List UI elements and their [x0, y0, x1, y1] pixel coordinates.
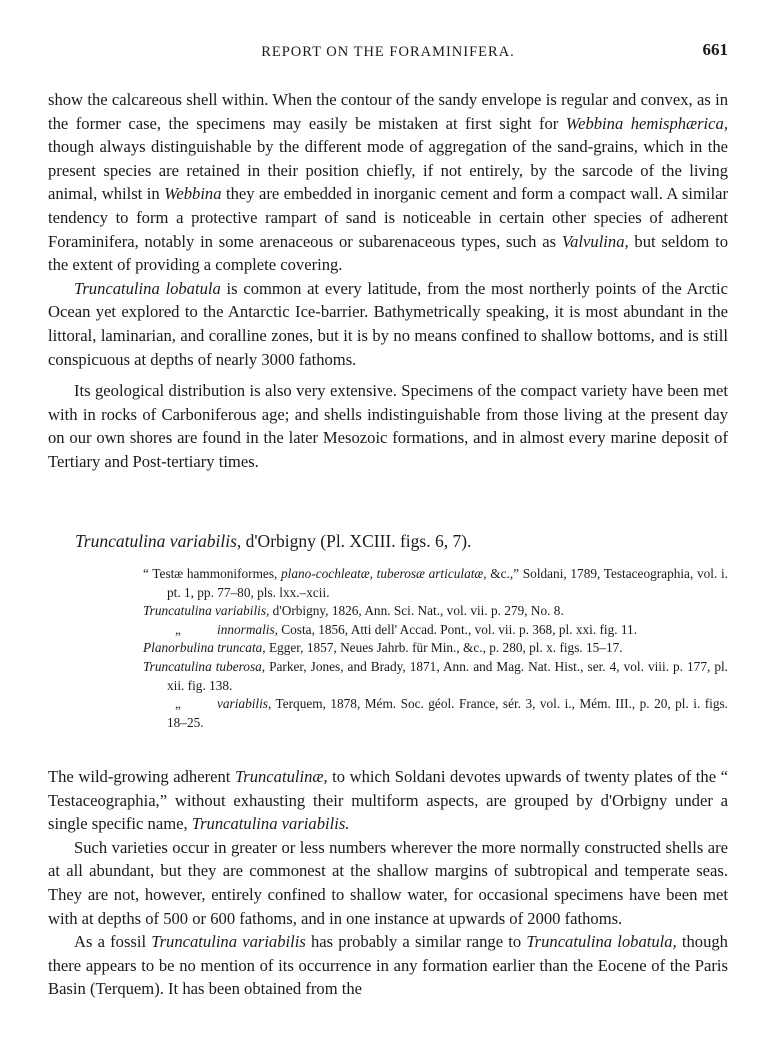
paragraph-1: show the calcareous shell within. When the contour of the sandy envelope is regular and convex, as in the former case, the specimens may easily be mistaken at first sight for Webbina hemisphærica, though always distinguishable by the different mode of aggregation of the sand-grains, which in the present species are retained in their position chiefly, if not entirely, by the sarcode of the living animal, whilst in Webbina they are embedded in inorganic cement and form a compact wall. A similar tendency to form a protective rampart of sand is noticeable in certain other species of adherent Foraminifera, notably in some arenaceous or subarenaceous types, such as Valvulina, but seldom to the extent of providing a complete covering. [48, 90, 728, 275]
running-head: REPORT ON THE FORAMINIFERA. [261, 44, 515, 60]
paragraph-5: Such varieties occur in greater or less numbers wherever the more normally constructed shells are at all abundant, but they are commonest at the shallow margins of subtropical and temperate seas. They are not, however, entirely confined to shallow water, for occasional specimens have been met with at depths of 500 or 600 fathoms, and in one instance at upwards of 2000 fathoms. [48, 837, 728, 928]
paragraph-3: Its geological distribution is also very extensive. Specimens of the compact variety have been met with in rocks of Carboniferous age; and shells indistinguishable from those living at the present day on our own shores are found in the later Mesozoic formations, and in almost every marine deposit of Tertiary and Post-tertiary times. [48, 381, 728, 471]
synonymy-entry: Truncatulina tuberosa, Parker, Jones, and Brady, 1871, Ann. and Mag. Nat. Hist., ser. 4, vol. viii. p. 177, pl. xii. fig. 138. [143, 658, 728, 693]
synonymy-entry: Planorbulina truncata, Egger, 1857, Neues Jahrb. für Min., &c., p. 280, pl. x. figs. 15–17. [143, 640, 623, 656]
paragraph-6: As a fossil Truncatulina variabilis has probably a similar range to Truncatulina lobatula, though there appears to be no mention of its occurrence in any formation earlier than the Eocene of the Paris Basin (Terquem). It has been obtained from the [48, 932, 728, 999]
paragraph-2: Truncatulina lobatula is common at every latitude, from the most northerly points of the Arctic Ocean yet explored to the Antarctic Ice-barrier. Bathymetrically speaking, it is most abundant in the littoral, laminarian, and coralline zones, but it is by no means confined to shallow bottoms, and is still conspicuous at depths of nearly 3000 fathoms. [48, 278, 728, 369]
synonymy-entry: „ variabilis, Terquem, 1878, Mém. Soc. géol. France, sér. 3, vol. i., Mém. III., p. 20, pl. i. figs. 18–25. [143, 695, 728, 732]
species-heading: Truncatulina variabilis, d'Orbigny (Pl. XCIII. figs. 6, 7). [75, 531, 472, 551]
ditto-mark: „ [175, 621, 181, 637]
synonymy-entry: “ Testæ hammoniformes, plano-cochleatæ, tuberosæ articulatæ, &c.,” Soldani, 1789, Testaceographia, vol. i. pt. 1, pp. 77–80, pls. lxx.–xcii. [143, 566, 728, 600]
ditto-mark: „ [175, 696, 181, 712]
synonymy-entry: „ innormalis, Costa, 1856, Atti dell' Accad. Pont., vol. vii. p. 368, pl. xxi. fig. 11. [143, 621, 728, 640]
synonymy-entry: Truncatulina variabilis, d'Orbigny, 1826, Ann. Sci. Nat., vol. vii. p. 279, No. 8. [143, 603, 564, 619]
synonymy-list [143, 565, 728, 732]
body-text-upper [48, 88, 728, 474]
paragraph-4: The wild-growing adherent Truncatulinæ, to which Soldani devotes upwards of twenty plates of the “ Testaceographia,” without exhausting their multiform aspects, are grouped by d'Orbigny under a single specific name, Truncatulina variabilis. [48, 767, 728, 834]
body-text-lower [48, 765, 728, 1001]
page-number: 661 [702, 40, 728, 59]
page-header [48, 40, 728, 66]
